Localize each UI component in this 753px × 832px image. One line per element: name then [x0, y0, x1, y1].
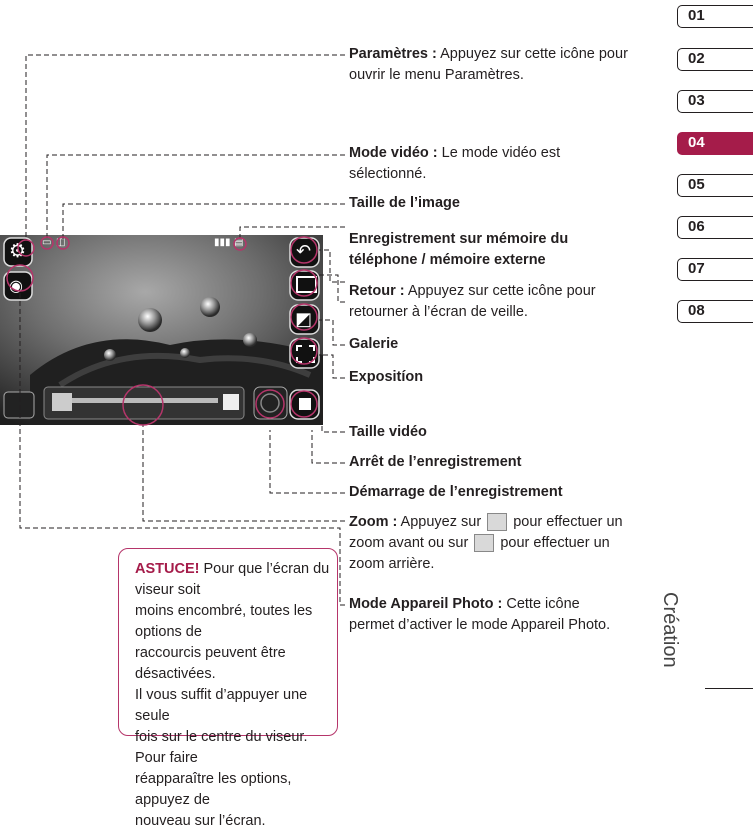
- callout-text: pour effectuer un: [509, 514, 623, 530]
- tip-text: Pour que l’écran du viseur soit: [135, 561, 330, 598]
- callout-text: sélectionné.: [349, 166, 427, 182]
- callout-arret: [349, 452, 521, 473]
- memory-icon: ▤: [234, 237, 244, 248]
- callout-retour: [349, 281, 596, 323]
- callout-text: retourner à l’écran de veille.: [349, 304, 528, 320]
- callout-exposition: [349, 367, 423, 388]
- zoom-out-icon: [474, 534, 494, 552]
- tip-text: réapparaître les options, appuyez de: [135, 771, 292, 808]
- tip-text: raccourcis peuvent être désactivées.: [135, 645, 286, 682]
- callout-galerie: [349, 334, 398, 355]
- callout-title: Taille vidéo: [349, 424, 427, 440]
- callout-title: Expositíon: [349, 369, 424, 385]
- callout-text: Appuyez sur cette icône pour: [404, 283, 596, 299]
- exposure-icon[interactable]: ◩: [295, 309, 313, 329]
- section-label: Création: [659, 592, 681, 668]
- tab-03[interactable]: 03: [677, 90, 753, 113]
- callout-title: Mode vidéo :: [349, 145, 438, 161]
- tab-01[interactable]: 01: [677, 5, 753, 28]
- callout-text: zoom avant ou sur: [349, 535, 473, 551]
- zoom-in-icon: [487, 513, 507, 531]
- tip-text: nouveau sur l’écran.: [135, 813, 266, 829]
- callout-title: Galerie: [349, 336, 399, 352]
- tab-02[interactable]: 02: [677, 48, 753, 71]
- callout-title: Taille de l’image: [349, 195, 460, 211]
- callout-taille-image: [349, 193, 460, 214]
- tip-text: moins encombré, toutes les options de: [135, 603, 313, 640]
- callout-text: pour effectuer un: [496, 535, 610, 551]
- callout-text: Appuyez sur: [397, 514, 486, 530]
- callout-zoom: [349, 512, 623, 575]
- tab-05[interactable]: 05: [677, 174, 753, 197]
- callout-text: permet d’activer le mode Appareil Photo.: [349, 617, 611, 633]
- callout-taille-video: [349, 422, 427, 443]
- callout-title: Enregistrement sur mémoire du: [349, 231, 569, 247]
- back-arrow-icon[interactable]: ↶: [296, 241, 312, 261]
- callout-title: Paramètres :: [349, 46, 437, 62]
- video-mode-indicator-icon: ▭: [42, 237, 52, 248]
- tip-box: [118, 548, 338, 829]
- battery-icon: ▮▮▮: [214, 237, 231, 248]
- callout-title: Arrêt de l’enregistrement: [349, 454, 522, 470]
- tab-08[interactable]: 08: [677, 300, 753, 323]
- callout-mode-video: [349, 143, 560, 185]
- tab-04[interactable]: 04: [677, 132, 753, 155]
- callout-title: téléphone / mémoire externe: [349, 252, 546, 268]
- callout-title: Démarrage de l’enregistrement: [349, 484, 563, 500]
- image-size-indicator-icon: ◫: [56, 237, 66, 248]
- gear-icon[interactable]: ⚙: [9, 241, 27, 262]
- callout-parametres: [349, 44, 628, 86]
- callout-enregistrement: [349, 229, 568, 271]
- tab-06[interactable]: 06: [677, 216, 753, 239]
- callout-mode-photo: [349, 594, 610, 636]
- callout-demarrage: [349, 482, 563, 503]
- camera-switch-icon[interactable]: ◉: [9, 278, 23, 295]
- tab-07[interactable]: 07: [677, 258, 753, 281]
- callout-title: Zoom :: [349, 514, 398, 530]
- tip-text: fois sur le centre du viseur. Pour faire: [135, 729, 308, 766]
- callout-text: Appuyez sur cette icône pour: [436, 46, 628, 62]
- callout-text: Le mode vidéo est: [437, 145, 561, 161]
- tip-heading: ASTUCE!: [135, 561, 200, 577]
- callout-title: Retour :: [349, 283, 405, 299]
- tip-text: Il vous suffit d’appuyer une seule: [135, 687, 308, 724]
- callout-title: Mode Appareil Photo :: [349, 596, 503, 612]
- callout-text: ouvrir le menu Paramètres.: [349, 67, 524, 83]
- callout-text: zoom arrière.: [349, 556, 435, 572]
- callout-text: Cette icône: [502, 596, 580, 612]
